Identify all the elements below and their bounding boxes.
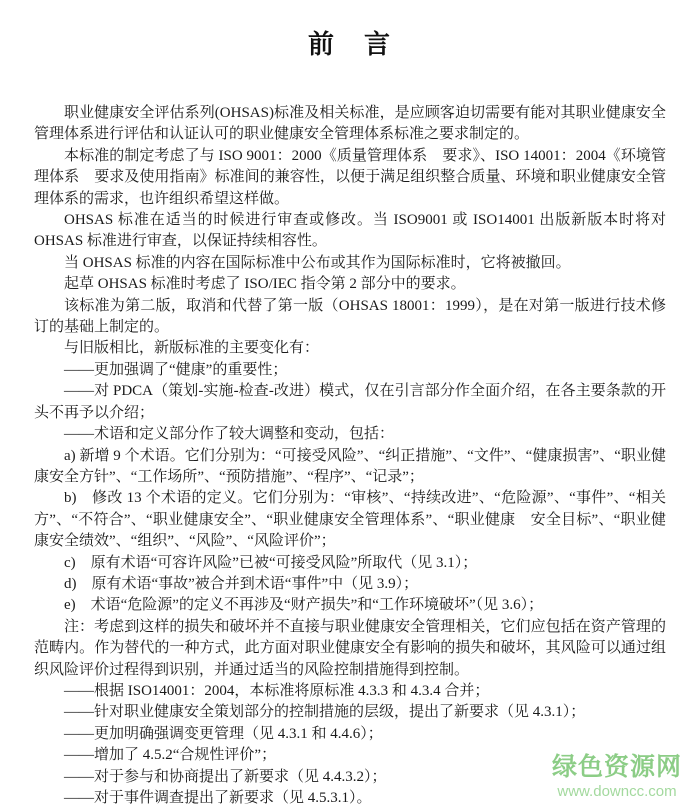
paragraph: ——术语和定义部分作了较大调整和变动，包括： bbox=[64, 426, 395, 443]
paragraph: ——对于参与和协商提出了新要求（见 4.4.3.2）； bbox=[64, 768, 387, 785]
paragraph: 该标准为第二版，取消和代替了第一版（OHSAS 18001：1999），是在对第一版进行技术修订的基础上制定的。 bbox=[34, 297, 666, 336]
paragraph: a) 新增 9 个术语。它们分别为：“可接受风险”、“纠正措施”、“文件”、“健康损害”、“职业健康安全方针”、“工作场所”、“预防措施”、“程序”、“记录”； bbox=[34, 447, 666, 485]
paragraph: ——对于事件调查提出了新要求（见 4.5.3.1）。 bbox=[64, 790, 372, 806]
paragraph: OHSAS 标准在适当的时候进行审查或修改。当 ISO9001 或 ISO14001 出版新版本时将对 OHSAS 标准进行审查，以保证持续相容性。 bbox=[34, 212, 666, 250]
paragraph: ——针对职业健康安全策划部分的控制措施的层级，提出了新要求（见 4.3.1）； bbox=[64, 704, 586, 721]
paragraph: 注：考虑到这样的损失和破坏并不直接与职业健康安全管理相关，它们应包括在资产管理的范畴内。作为替代的一种方式，此方面对职业健康安全有影响的损失和破坏，其风险可以通过组织风险评价过程得到识别，并通过适当的风险控制措施得到控制。 bbox=[34, 618, 666, 678]
paragraph: 当 OHSAS 标准的内容在国际标准中公布或其作为国际标准时，它将被撤回。 bbox=[64, 254, 571, 271]
page-title: 前 言 bbox=[307, 29, 392, 59]
paragraph: c) 原有术语“可容许风险”已被“可接受风险”所取代（见 3.1）； bbox=[64, 554, 478, 571]
watermark-site-name: 绿色资源网 bbox=[551, 753, 682, 781]
paragraph: 职业健康安全评估系列(OHSAS)标准及相关标准，是应顾客迫切需要有能对其职业健康安全管理体系进行评估和认证认可的职业健康安全管理体系标准之要求制定的。 bbox=[34, 105, 666, 143]
paragraph: e) 术语“危险源”的定义不再涉及“财产损失”和“工作环境破坏”（见 3.6）； bbox=[64, 597, 544, 614]
paragraph: ——对 PDCA（策划-实施-检查-改进）模式，仅在引言部分作全面介绍，在各主要条款的开头不再予以介绍； bbox=[34, 383, 666, 421]
paragraph: ——更加强调了“健康”的重要性； bbox=[64, 361, 288, 378]
paragraph: ——根据 ISO14001：2004，本标准将原标准 4.3.3 和 4.3.4 合并； bbox=[64, 682, 490, 699]
watermark-site-url: www.downcc.com bbox=[557, 782, 677, 800]
paragraph: d) 原有术语“事故”被合并到术语“事件”中（见 3.9）； bbox=[64, 575, 419, 592]
document-body bbox=[34, 103, 666, 807]
paragraph: 本标准的制定考虑了与 ISO 9001：2000《质量管理体系 要求》、ISO 14001：2004《环境管理体系 要求及使用指南》标准间的兼容性，以便于满足组织整合质量、环境和职业健康安全管理体系的需求，也许组织希望这样做。 bbox=[34, 147, 666, 207]
paragraph: b) 修改 13 个术语的定义。它们分别为：“审核”、“持续改进”、“危险源”、“事件”、“相关方”、“不符合”、“职业健康安全”、“职业健康安全管理体系”、“职业健康 安全目标”、“职业健康安全绩效”、“组织”、“风险”、“风险评价”； bbox=[34, 490, 666, 550]
paragraph: ——更加明确强调变更管理（见 4.3.1 和 4.4.6）； bbox=[64, 725, 383, 742]
paragraph: 起草 OHSAS 标准时考虑了 ISO/IEC 指令第 2 部分中的要求。 bbox=[64, 276, 466, 293]
paragraph: 与旧版相比，新版标准的主要变化有： bbox=[64, 340, 320, 357]
paragraph: ——增加了 4.5.2“合规性评价”； bbox=[64, 747, 277, 764]
